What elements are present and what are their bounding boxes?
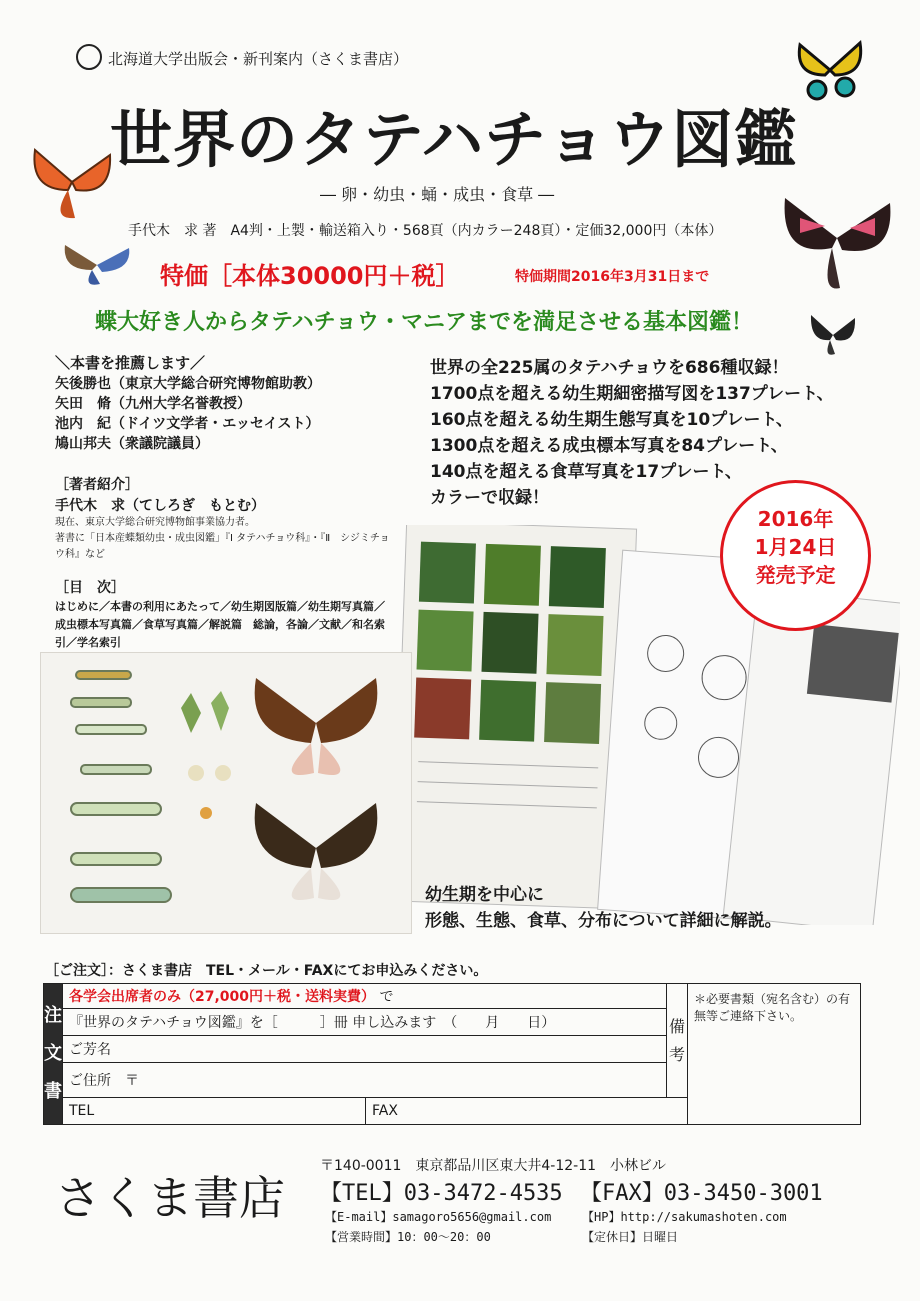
recommender: 矢田 脩（九州大学名誉教授）: [55, 396, 251, 412]
author-bio: [55, 515, 395, 563]
feature-item: 140点を超える食草写真を17プレート、: [430, 462, 742, 482]
toc-text: はじめに／本書の利用にあたって／幼生期図版篇／幼生期写真篇／成虫標本写真篇／食草写真篇／解説篇 総論，各論／文献／和名索引／学名索引: [55, 600, 385, 649]
feature-item: 1300点を超える成虫標本写真を84プレート、: [430, 436, 788, 456]
butterfly-orange-icon: [30, 140, 115, 225]
butterfly-blue-icon: [62, 240, 132, 290]
recommend-heading: ＼本書を推薦します／: [55, 354, 206, 372]
feature-item: 160点を超える幼生期生態写真を10プレート、: [430, 410, 793, 430]
recommender: 矢後勝也（東京大学総合研究博物館助教）: [55, 376, 321, 392]
recommend-list: [55, 374, 321, 454]
shop-fax: 【FAX】03-3450-3001: [580, 1181, 823, 1206]
remarks-char: 考: [668, 1044, 685, 1064]
order-side-char: 文: [44, 1043, 62, 1064]
order-side-char: 注: [44, 1005, 62, 1026]
larvae-plate-image: [40, 652, 412, 934]
order-side-char: 書: [44, 1081, 62, 1102]
book-specs: 手代木 求 著 A4判・上製・輸送箱入り・568頁（内カラー248頁）・定価32,000円（本体）: [128, 223, 723, 239]
shop-email[interactable]: 【E-mail】samagoro5656@gmail.com: [325, 1210, 552, 1224]
shop-homepage[interactable]: 【HP】http://sakumashoten.com: [582, 1210, 787, 1224]
feature-item: カラーで収録！: [430, 488, 549, 508]
description-line: 幼生期を中心に: [425, 885, 544, 905]
author-label: ［著者紹介］: [55, 477, 139, 493]
release-year: 2016年: [757, 507, 834, 531]
publisher-logo-icon: [76, 44, 102, 70]
book-subtitle: ― 卵・幼虫・蛹・成虫・食草 ―: [320, 185, 555, 204]
shop-address: 〒140-0011 東京都品川区東大井4-12-11 小林ビル: [320, 1158, 667, 1174]
sale-period: 特価期間2016年3月31日まで: [515, 269, 710, 285]
shop-name: さくま書店: [55, 1171, 285, 1225]
description: [425, 882, 782, 934]
address-field[interactable]: ご住所 〒: [63, 1063, 667, 1098]
recommender: 池内 紀（ドイツ文学者・エッセイスト）: [55, 416, 320, 432]
order-attendee-row: [63, 984, 667, 1009]
book-title: 世界のタテハチョウ図鑑: [110, 103, 798, 176]
release-date-badge: [720, 480, 871, 631]
order-heading: ［ご注文］：さくま書店 TEL・メール・FAXにてお申込みください。: [45, 963, 488, 979]
remarks-note: ＊必要書類（宛名含む）の有無等ご連絡下さい。: [688, 984, 861, 1125]
recommender: 鳩山邦夫（衆議院議員）: [55, 436, 209, 452]
order-side-label: [44, 984, 63, 1125]
attendee-note: 各学会出席者のみ（27,000円＋税・送料実費）: [69, 989, 376, 1005]
feature-item: 1700点を超える幼生期細密描写図を137プレート、: [430, 384, 834, 404]
fax-field[interactable]: FAX: [366, 1098, 688, 1125]
publisher-line: 北海道大学出版会・新刊案内（さくま書店）: [108, 50, 409, 68]
release-note: 発売予定: [755, 563, 836, 587]
order-form: [43, 983, 861, 1125]
release-date: 1月24日: [754, 535, 837, 559]
remarks-char: 備: [668, 1016, 685, 1036]
butterfly-pink-icon: [780, 188, 895, 298]
name-field[interactable]: ご芳名: [63, 1036, 667, 1063]
attendee-suffix: で: [379, 989, 394, 1005]
author-bio-line: 現在、東京大学総合研究博物館事業協力者。: [55, 517, 255, 528]
author-name: 手代木 求（てしろぎ もとむ）: [55, 498, 265, 514]
feature-item: 世界の全225属のタテハチョウを686種収録！: [430, 358, 789, 378]
tel-field[interactable]: TEL: [63, 1098, 366, 1125]
author-bio-line: 著書に「日本産蝶類幼虫・成虫図鑑」『Ⅰ タテハチョウ科』・『Ⅱ シジミチョウ科』など: [55, 533, 390, 560]
order-quantity-field[interactable]: 『世界のタテハチョウ図鑑』を［ ］冊 申し込みます （ 月 日）: [63, 1009, 667, 1036]
shop-tel: 【TEL】03-3472-4535: [320, 1181, 563, 1206]
sale-price: 特価［本体30000円＋税］: [160, 262, 460, 290]
tagline: 蝶大好き人からタテハチョウ・マニアまでを満足させる基本図鑑！: [95, 310, 754, 335]
shop-hours: 【営業時間】10：00～20：00: [325, 1230, 491, 1244]
butterfly-dark-icon: [808, 310, 858, 360]
butterfly-yellow-icon: [795, 35, 865, 105]
description-line: 形態、生態、食草、分布について詳細に解説。: [425, 911, 782, 931]
remarks-label: [666, 984, 687, 1098]
toc-label: ［目 次］: [55, 580, 125, 596]
shop-holiday: 【定休日】日曜日: [582, 1230, 679, 1244]
